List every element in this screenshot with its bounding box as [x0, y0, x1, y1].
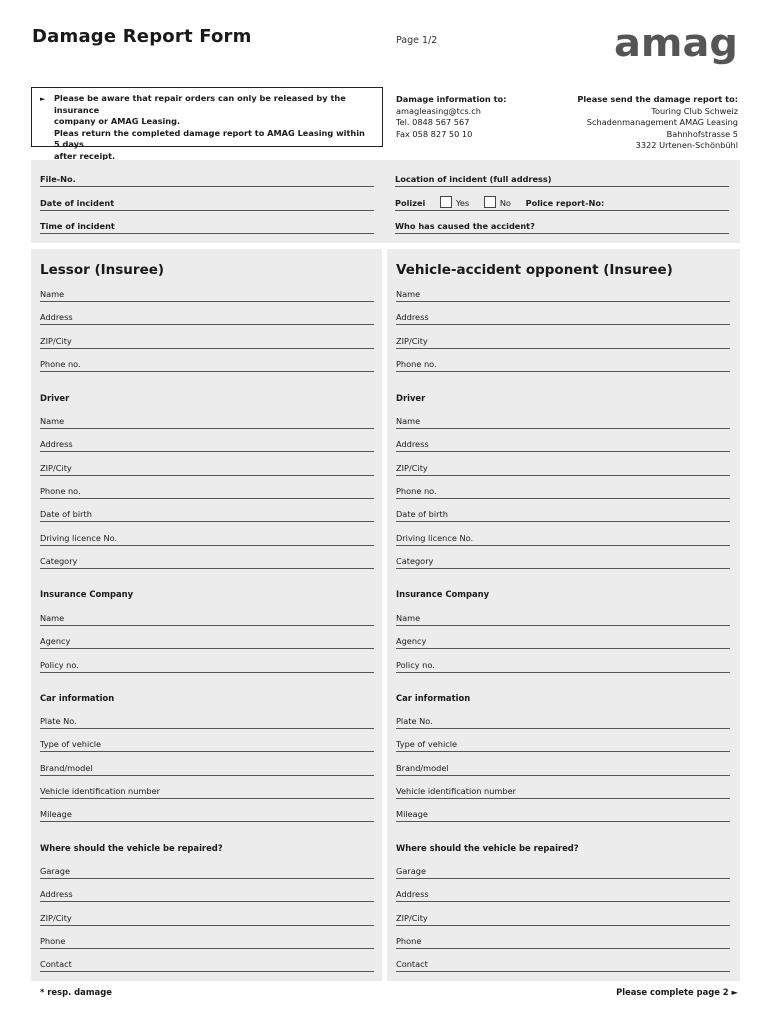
left-insurance-label: Agency: [40, 636, 71, 647]
logo-text: amag: [614, 26, 738, 65]
left-driver-label: Date of birth: [40, 509, 92, 520]
left-repair-label: Garage: [40, 866, 70, 876]
date-of-incident-field[interactable]: [40, 195, 374, 211]
notice-line: company or AMAG Leasing.: [54, 116, 181, 126]
notice-line: after receipt.: [54, 150, 116, 161]
left-driver-label: Driving licence No.: [40, 532, 118, 543]
right-driver-label: Name: [396, 416, 421, 426]
send-to-address: [577, 94, 738, 152]
right-insurance-label: Name: [396, 613, 421, 623]
left-driver-title: Driver: [40, 393, 70, 403]
right-car-title: Car information: [396, 693, 471, 703]
left-person-label: Phone no.: [40, 358, 81, 369]
left-person-field[interactable]: [40, 356, 374, 372]
damage-info-email: amagleasing@tcs.ch: [396, 105, 481, 116]
left-repair-title: Where should the vehicle be repaired?: [40, 843, 223, 853]
left-insurance-label: Policy no.: [40, 659, 79, 670]
left-insurance-title: Insurance Company: [40, 589, 134, 599]
left-car-field[interactable]: [40, 806, 374, 822]
page-title: Damage Report Form: [32, 26, 252, 47]
left-insurance-field[interactable]: [40, 633, 374, 649]
right-person-label: ZIP/City: [396, 335, 428, 346]
right-insurance-label: Policy no.: [396, 659, 435, 670]
right-person-field[interactable]: [396, 333, 730, 349]
polizei-yes-label: Yes: [455, 198, 470, 208]
right-car-label: Brand/model: [396, 762, 449, 773]
right-driver-label: ZIP/City: [396, 462, 428, 473]
damage-info-heading: Damage information to:: [396, 94, 507, 104]
right-car-label: Vehicle identification number: [396, 785, 516, 796]
left-car-field[interactable]: [40, 760, 374, 776]
right-person-field[interactable]: [396, 356, 730, 372]
left-driver-field[interactable]: [40, 553, 374, 569]
incident-panel: [31, 160, 740, 243]
right-repair-field[interactable]: [396, 956, 730, 972]
right-insurance-label: Agency: [396, 636, 427, 647]
damage-info-tel: Tel. 0848 567 567: [396, 117, 470, 127]
right-repair-field[interactable]: [396, 910, 730, 926]
notice-box: [31, 87, 383, 161]
left-driver-label: Phone no.: [40, 485, 81, 496]
right-driver-label: Date of birth: [396, 509, 448, 520]
right-repair-label: Phone: [396, 935, 422, 946]
damage-info-fax: Fax 058 827 50 10: [396, 128, 473, 139]
right-section-title: Vehicle-accident opponent (Insuree): [396, 262, 673, 278]
right-driver-field[interactable]: [396, 553, 730, 569]
left-insurance-field[interactable]: [40, 657, 374, 673]
caused-by-label: Who has caused the accident?: [395, 221, 535, 231]
right-driver-field[interactable]: [396, 483, 730, 499]
right-repair-label: Contact: [396, 959, 428, 970]
left-car-label: Vehicle identification number: [40, 785, 160, 796]
right-person-field[interactable]: [396, 309, 730, 325]
left-insurance-label: Name: [40, 613, 65, 623]
right-driver-field[interactable]: [396, 436, 730, 452]
left-car-label: Brand/model: [40, 762, 93, 773]
left-person-label: Address: [40, 312, 73, 323]
time-of-incident-label: Time of incident: [40, 221, 115, 231]
left-repair-label: Address: [40, 889, 73, 900]
left-person-field[interactable]: [40, 286, 374, 302]
right-person-label: Address: [396, 312, 429, 323]
right-insurance-field[interactable]: [396, 633, 730, 649]
left-driver-label: Category: [40, 555, 78, 566]
left-driver-field[interactable]: [40, 483, 374, 499]
left-person-label: ZIP/City: [40, 335, 72, 346]
right-driver-title: Driver: [396, 393, 426, 403]
left-driver-field[interactable]: [40, 530, 374, 546]
left-car-field[interactable]: [40, 713, 374, 729]
left-driver-label: Address: [40, 439, 73, 450]
notice-line: Please be aware that repair orders can only be released by the insurance: [54, 93, 346, 115]
damage-info: [396, 94, 506, 140]
right-car-field[interactable]: [396, 783, 730, 799]
amag-logo: [614, 26, 740, 68]
left-car-label: Mileage: [40, 809, 72, 820]
notice-line: Pleas return the completed damage report to AMAG Leasing within 5 days: [54, 127, 365, 149]
right-driver-label: Address: [396, 439, 429, 450]
send-to-heading: Please send the damage report to:: [577, 94, 738, 104]
left-person-label: Name: [40, 289, 65, 299]
page-number: Page 1/2: [396, 35, 438, 46]
left-person-field[interactable]: [40, 333, 374, 349]
left-car-title: Car information: [40, 693, 115, 703]
time-of-incident-field[interactable]: [40, 218, 374, 234]
left-car-label: Plate No.: [40, 716, 77, 726]
right-repair-label: ZIP/City: [396, 912, 428, 923]
left-car-field[interactable]: [40, 783, 374, 799]
left-repair-field[interactable]: [40, 910, 374, 926]
right-repair-title: Where should the vehicle be repaired?: [396, 843, 579, 853]
polizei-label: Polizei: [395, 198, 426, 208]
left-car-label: Type of vehicle: [40, 739, 102, 750]
left-driver-field[interactable]: [40, 436, 374, 452]
location-label: Location of incident (full address): [395, 174, 552, 184]
footnote: * resp. damage: [40, 987, 112, 997]
left-repair-field[interactable]: [40, 933, 374, 949]
left-person-field[interactable]: [40, 309, 374, 325]
polizei-no-checkbox[interactable]: [484, 196, 496, 208]
right-driver-field[interactable]: [396, 460, 730, 476]
right-car-field[interactable]: [396, 736, 730, 752]
caused-by-field[interactable]: [395, 218, 729, 234]
right-driver-field[interactable]: [396, 530, 730, 546]
left-insurance-field[interactable]: [40, 610, 374, 626]
right-insurance-title: Insurance Company: [396, 589, 490, 599]
right-car-label: Mileage: [396, 809, 428, 820]
right-car-label: Type of vehicle: [396, 739, 458, 750]
right-insurance-field[interactable]: [396, 610, 730, 626]
right-driver-label: Phone no.: [396, 485, 437, 496]
location-field[interactable]: [395, 171, 729, 187]
right-repair-label: Address: [396, 889, 429, 900]
right-repair-label: Garage: [396, 866, 426, 876]
right-car-field[interactable]: [396, 806, 730, 822]
left-driver-field[interactable]: [40, 460, 374, 476]
left-repair-field[interactable]: [40, 956, 374, 972]
right-driver-field[interactable]: [396, 506, 730, 522]
send-to-line: 3322 Urtenen-Schönbühl: [635, 140, 738, 150]
complete-page-2-link[interactable]: Please complete page 2 ►: [616, 987, 738, 997]
left-driver-field[interactable]: [40, 506, 374, 522]
right-driver-field[interactable]: [396, 413, 730, 429]
right-driver-label: Category: [396, 555, 434, 566]
left-repair-label: ZIP/City: [40, 912, 72, 923]
date-of-incident-label: Date of incident: [40, 198, 115, 208]
polizei-yes-checkbox[interactable]: [440, 196, 452, 208]
left-driver-label: Name: [40, 416, 65, 426]
send-to-line: Schadenmanagement AMAG Leasing: [586, 117, 738, 127]
left-repair-field[interactable]: [40, 886, 374, 902]
police-report-label: Police report-No:: [525, 198, 605, 208]
right-repair-field[interactable]: [396, 933, 730, 949]
left-driver-field[interactable]: [40, 413, 374, 429]
polizei-field: [395, 195, 729, 211]
arrow-right-icon: ►: [40, 95, 46, 103]
right-person-field[interactable]: [396, 286, 730, 302]
right-car-label: Plate No.: [396, 716, 433, 726]
left-driver-label: ZIP/City: [40, 462, 72, 473]
right-driver-label: Driving licence No.: [396, 532, 474, 543]
left-car-field[interactable]: [40, 736, 374, 752]
polizei-no-label: No: [499, 198, 511, 208]
right-car-field[interactable]: [396, 713, 730, 729]
right-person-label: Phone no.: [396, 358, 437, 369]
send-to-line: Touring Club Schweiz: [651, 105, 738, 116]
left-repair-label: Contact: [40, 959, 72, 970]
right-repair-field[interactable]: [396, 863, 730, 879]
right-car-field[interactable]: [396, 760, 730, 776]
left-repair-label: Phone: [40, 935, 66, 946]
file-no-field[interactable]: [40, 171, 374, 187]
right-insurance-field[interactable]: [396, 657, 730, 673]
send-to-line: Bahnhofstrasse 5: [666, 128, 738, 139]
right-repair-field[interactable]: [396, 886, 730, 902]
left-section-title: Lessor (Insuree): [40, 262, 165, 278]
left-repair-field[interactable]: [40, 863, 374, 879]
right-person-label: Name: [396, 289, 421, 299]
file-no-label: File-No.: [40, 174, 76, 184]
